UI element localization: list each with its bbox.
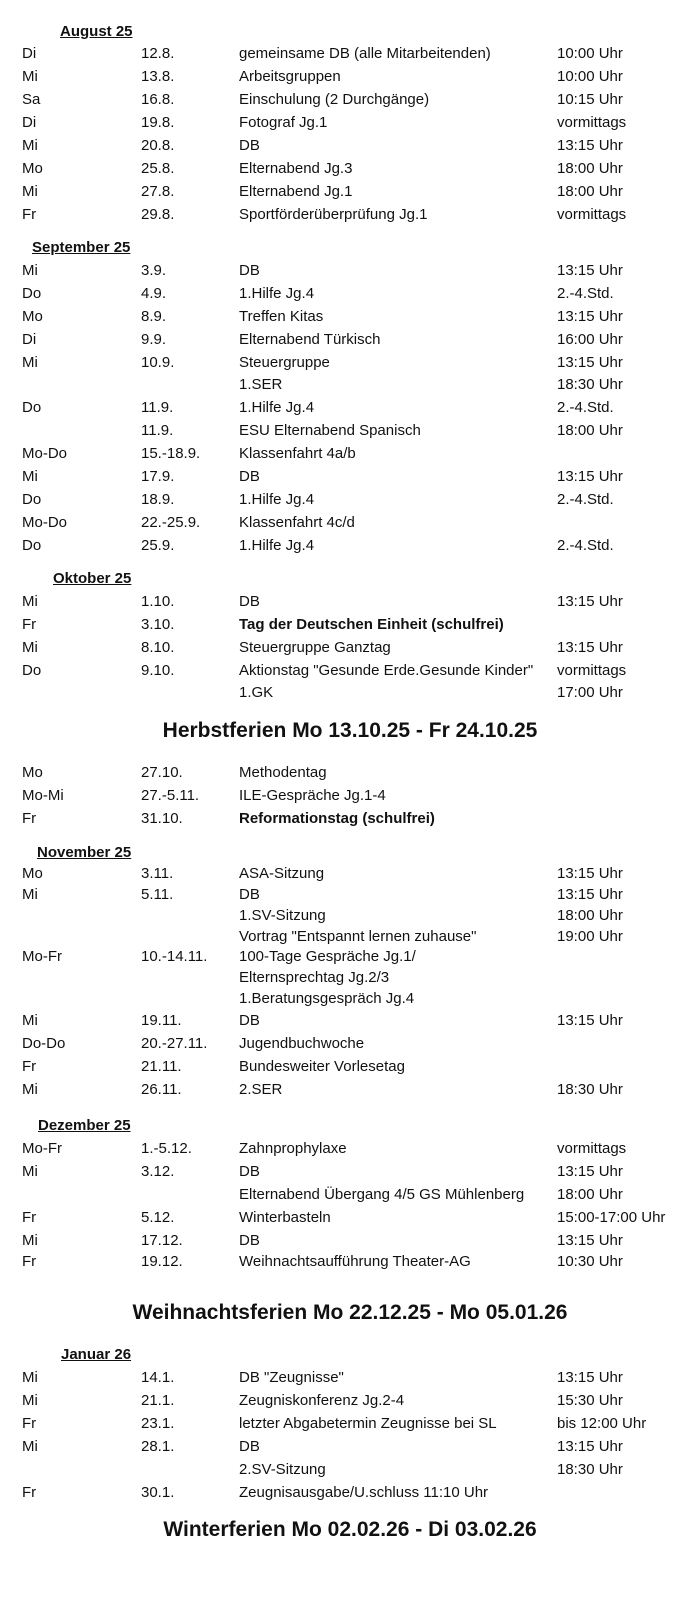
entry-day: Mo [22,764,43,781]
entry-date: 8.9. [141,308,167,325]
entry-event: Steuergruppe [239,354,330,371]
entry-day: Mi [22,137,38,154]
entry-date: 16.8. [141,91,175,108]
entry-time: 10:00 Uhr [557,45,623,62]
entry-day: Fr [22,1058,37,1075]
entry-event: gemeinsame DB (alle Mitarbeitenden) [239,45,491,62]
entry-event: Elternabend Jg.3 [239,160,353,177]
entry-time: 15:30 Uhr [557,1392,623,1409]
entry-date: 25.9. [141,537,175,554]
entry-time: 18:30 Uhr [557,1081,623,1098]
entry-day: Fr [22,1484,37,1501]
entry-time: vormittags [557,662,627,679]
entry-event: Elternabend Türkisch [239,331,381,348]
entry-event: 1.SV-Sitzung [239,907,326,924]
entry-day: Mi [22,262,38,279]
entry-event: Zahnprophylaxe [239,1140,347,1157]
entry-time: 13:15 Uhr [557,886,623,903]
entry-date: 10.9. [141,354,175,371]
entry-event: 1.Hilfe Jg.4 [239,285,315,302]
entry-event: Weihnachtsaufführung Theater-AG [239,1253,471,1270]
entry-event: Zeugnisausgabe/U.schluss 11:10 Uhr [239,1484,489,1501]
entry-day: Mo-Do [22,514,68,531]
entry-event: Vortrag "Entspannt lernen zuhause" [239,928,477,945]
entry-day: Do [22,491,42,508]
entry-time: 13:15 Uhr [557,1438,623,1455]
entry-date: 3.12. [141,1163,175,1180]
holiday-banner-herbst: Herbstferien Mo 13.10.25 - Fr 24.10.25 [162,719,538,742]
entry-time: 13:15 Uhr [557,308,623,325]
entry-day: Fr [22,1253,37,1270]
entry-event: 2.SER [239,1081,283,1098]
entry-date: 23.1. [141,1415,175,1432]
entry-date: 3.9. [141,262,167,279]
month-heading-november: November 25 [37,844,132,861]
month-heading-januar: Januar 26 [61,1346,132,1363]
entry-event: DB [239,468,260,485]
entry-day: Mi [22,68,38,85]
entry-date: 10.-14.11. [141,948,208,965]
entry-day: Mo [22,160,43,177]
entry-time: 18:00 Uhr [557,907,623,924]
entry-day: Di [22,114,37,131]
entry-event: Winterbasteln [239,1209,331,1226]
entry-date: 27.-5.11. [141,787,200,804]
entry-time: 18:00 Uhr [557,422,623,439]
entry-time: 10:00 Uhr [557,68,623,85]
entry-event: Reformationstag (schulfrei) [239,810,435,827]
entry-date: 11.9. [141,422,174,439]
entry-time: 18:00 Uhr [557,1186,623,1203]
entry-date: 31.10. [141,810,183,827]
entry-date: 17.9. [141,468,175,485]
entry-date: 11.9. [141,399,174,416]
entry-event: 1.SER [239,376,283,393]
entry-time: 13:15 Uhr [557,865,623,882]
entry-time: 16:00 Uhr [557,331,623,348]
entry-day: Mi [22,1392,38,1409]
entry-event: Treffen Kitas [239,308,324,325]
entry-event: Steuergruppe Ganztag [239,639,391,656]
entry-date: 26.11. [141,1081,182,1098]
holiday-banner-winter: Winterferien Mo 02.02.26 - Di 03.02.26 [163,1518,537,1541]
entry-date: 9.10. [141,662,175,679]
entry-time: 2.-4.Std. [557,537,614,554]
entry-day: Mo-Fr [22,948,62,965]
entry-event: Jugendbuchwoche [239,1035,365,1052]
entry-day: Di [22,331,37,348]
entry-day: Mi [22,1369,38,1386]
entry-time: 18:30 Uhr [557,376,623,393]
entry-event: ASA-Sitzung [239,865,325,882]
entry-date: 21.11. [141,1058,182,1075]
entry-event: Aktionstag "Gesunde Erde.Gesunde Kinder" [239,662,534,679]
entry-day: Mi [22,1081,38,1098]
entry-date: 27.10. [141,764,183,781]
entry-day: Fr [22,1415,37,1432]
entry-date: 5.11. [141,886,174,903]
month-heading-september: September 25 [32,239,131,256]
entry-day: Fr [22,206,37,223]
entry-date: 18.9. [141,491,175,508]
entry-day: Do [22,662,42,679]
entry-time: 18:00 Uhr [557,183,623,200]
entry-day: Fr [22,810,37,827]
entry-day: Do [22,285,42,302]
entry-time: 10:30 Uhr [557,1253,623,1270]
entry-time: 18:30 Uhr [557,1461,623,1478]
holiday-banner-weihnacht: Weihnachtsferien Mo 22.12.25 - Mo 05.01.26 [132,1301,568,1324]
entry-event: Klassenfahrt 4c/d [239,514,355,531]
month-heading-august: August 25 [60,23,133,40]
entry-time: 2.-4.Std. [557,399,614,416]
entry-date: 1.10. [141,593,175,610]
entry-time: 10:15 Uhr [557,91,623,108]
entry-day: Mi [22,1012,38,1029]
entry-day: Di [22,45,37,62]
entry-event: DB [239,1012,260,1029]
entry-day: Fr [22,616,37,633]
entry-time: 18:00 Uhr [557,160,623,177]
entry-time: 13:15 Uhr [557,354,623,371]
entry-date: 12.8. [141,45,175,62]
month-heading-oktober: Oktober 25 [53,570,132,587]
entry-event: Zeugniskonferenz Jg.2-4 [239,1392,405,1409]
entry-event: DB [239,137,260,154]
entry-event: 100-Tage Gespräche Jg.1/ [239,948,416,965]
entry-event: DB [239,1232,260,1249]
entry-event: 1.Hilfe Jg.4 [239,399,315,416]
entry-day: Mi [22,886,38,903]
entry-event: Elternabend Übergang 4/5 GS Mühlenberg [239,1186,525,1203]
entry-time: 2.-4.Std. [557,285,614,302]
entry-event: Elternsprechtag Jg.2/3 [239,969,390,986]
entry-time: 19:00 Uhr [557,928,623,945]
entry-time: 13:15 Uhr [557,137,623,154]
entry-date: 4.9. [141,285,167,302]
entry-time: 13:15 Uhr [557,262,623,279]
entry-event: DB [239,262,260,279]
entry-event: Tag der Deutschen Einheit (schulfrei) [239,616,504,633]
entry-event: 1.GK [239,684,274,701]
entry-event: ESU Elternabend Spanisch [239,422,421,439]
entry-time: 13:15 Uhr [557,1232,623,1249]
entry-day: Mo [22,865,43,882]
entry-date: 19.12. [141,1253,183,1270]
entry-date: 9.9. [141,331,167,348]
entry-day: Fr [22,1209,37,1226]
entry-event: Fotograf Jg.1 [239,114,328,131]
entry-date: 17.12. [141,1232,183,1249]
entry-date: 28.1. [141,1438,175,1455]
entry-event: 1.Beratungsgespräch Jg.4 [239,990,415,1007]
entry-event: DB [239,593,260,610]
entry-event: 2.SV-Sitzung [239,1461,326,1478]
entry-date: 22.-25.9. [141,514,201,531]
entry-event: DB [239,886,260,903]
entry-event: Einschulung (2 Durchgänge) [239,91,430,108]
entry-day: Mo-Do [22,445,68,462]
entry-time: 13:15 Uhr [557,1163,623,1180]
entry-date: 25.8. [141,160,175,177]
entry-day: Mo-Fr [22,1140,62,1157]
entry-day: Do [22,537,42,554]
entry-day: Do [22,399,42,416]
entry-time: vormittags [557,1140,627,1157]
entry-event: Arbeitsgruppen [239,68,341,85]
entry-event: Bundesweiter Vorlesetag [239,1058,405,1075]
entry-date: 13.8. [141,68,175,85]
entry-time: 13:15 Uhr [557,593,623,610]
entry-day: Mi [22,593,38,610]
entry-day: Mi [22,354,38,371]
entry-day: Do-Do [22,1035,66,1052]
entry-date: 14.1. [141,1369,175,1386]
entry-date: 20.8. [141,137,175,154]
entry-event: DB "Zeugnisse" [239,1369,344,1386]
entry-date: 8.10. [141,639,175,656]
entry-event: Elternabend Jg.1 [239,183,353,200]
entry-time: 2.-4.Std. [557,491,614,508]
entry-time: vormittags [557,206,627,223]
entry-date: 19.11. [141,1012,182,1029]
entry-time: 13:15 Uhr [557,1012,623,1029]
entry-date: 19.8. [141,114,175,131]
entry-date: 21.1. [141,1392,175,1409]
entry-event: Methodentag [239,764,327,781]
month-heading-dezember: Dezember 25 [38,1117,131,1134]
entry-time: vormittags [557,114,627,131]
entry-day: Mi [22,1232,38,1249]
entry-date: 5.12. [141,1209,175,1226]
entry-date: 29.8. [141,206,175,223]
entry-event: 1.Hilfe Jg.4 [239,537,315,554]
entry-date: 15.-18.9. [141,445,201,462]
entry-day: Mi [22,1163,38,1180]
entry-event: DB [239,1163,260,1180]
entry-date: 3.10. [141,616,175,633]
entry-date: 3.11. [141,865,174,882]
entry-time: 13:15 Uhr [557,639,623,656]
entry-date: 27.8. [141,183,175,200]
entry-time: 13:15 Uhr [557,468,623,485]
entry-day: Mi [22,468,38,485]
entry-day: Mi [22,1438,38,1455]
entry-event: Klassenfahrt 4a/b [239,445,356,462]
entry-time: 15:00-17:00 Uhr [557,1209,666,1226]
entry-event: 1.Hilfe Jg.4 [239,491,315,508]
entry-date: 1.-5.12. [141,1140,192,1157]
entry-event: DB [239,1438,260,1455]
entry-event: Sportförderüberprüfung Jg.1 [239,206,428,223]
entry-day: Mi [22,639,38,656]
entry-day: Mi [22,183,38,200]
entry-time: 17:00 Uhr [557,684,623,701]
entry-day: Mo-Mi [22,787,64,804]
entry-day: Mo [22,308,43,325]
entry-date: 20.-27.11. [141,1035,208,1052]
entry-date: 30.1. [141,1484,175,1501]
entry-time: bis 12:00 Uhr [557,1415,647,1432]
entry-event: letzter Abgabetermin Zeugnisse bei SL [239,1415,497,1432]
entry-time: 13:15 Uhr [557,1369,623,1386]
entry-day: Sa [22,91,41,108]
entry-event: ILE-Gespräche Jg.1-4 [239,787,386,804]
